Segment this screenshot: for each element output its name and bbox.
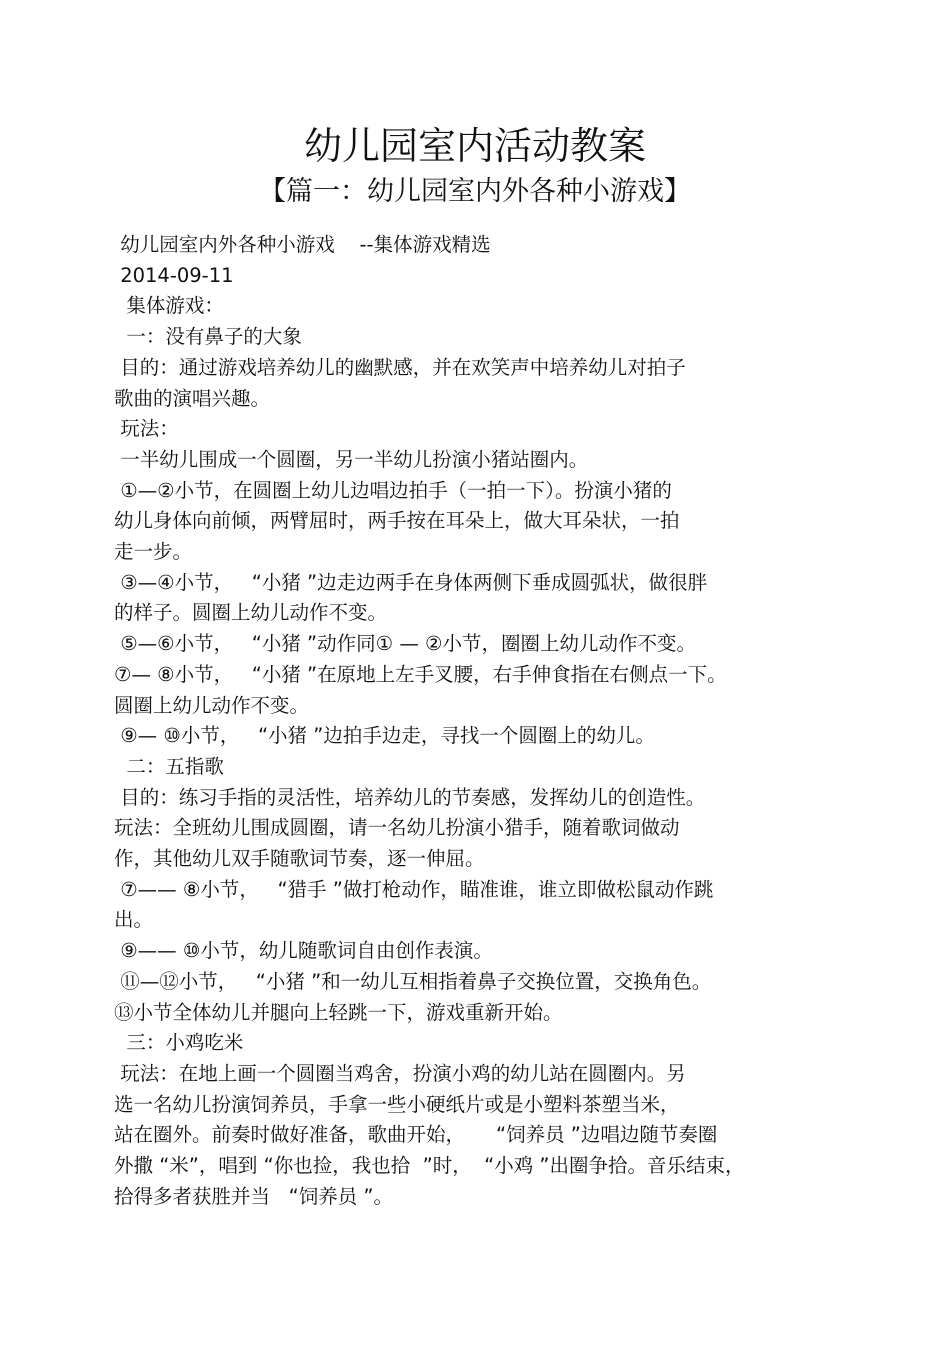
body-line: 目的：练习手指的灵活性，培养幼儿的节奏感，发挥幼儿的创造性。 <box>114 785 706 809</box>
body-line: 的样子。圆圈上幼儿动作不变。 <box>114 601 388 625</box>
body-line: 一：没有鼻子的大象 <box>114 325 302 349</box>
body-line: 2014-09-11 <box>114 263 234 287</box>
document-subtitle: 【篇一：幼儿园室内外各种小游戏】 <box>259 176 691 207</box>
body-line: 走一步。 <box>114 540 193 564</box>
body-line: ⑤—⑥小节， “小猪 ”动作同① — ②小节，圈圈上幼儿动作不变。 <box>114 632 697 656</box>
body-line: 圆圈上幼儿动作不变。 <box>114 693 310 717</box>
body-line: 玩法：全班幼儿围成圆圈，请一名幼儿扮演小猎手，随着歌词做动 <box>114 816 680 840</box>
body-line: 目的：通过游戏培养幼儿的幽默感，并在欢笑声中培养幼儿对拍子 <box>114 355 686 379</box>
body-line: 集体游戏： <box>114 294 224 318</box>
body-line: 玩法： <box>114 417 179 441</box>
body-line: 一半幼儿围成一个圆圈，另一半幼儿扮演小猪站圈内。 <box>114 447 589 471</box>
body-line: ⑨— ⑩小节， “小猪 ”边拍手边走，寻找一个圆圈上的幼儿。 <box>114 724 655 748</box>
body-line: 站在圈外。前奏时做好准备，歌曲开始， “饲养员 ”边唱边随节奏圈 <box>114 1123 718 1147</box>
body-line: ⑦— ⑧小节， “小猪 ”在原地上左手叉腰，右手伸食指在右侧点一下。 <box>114 662 727 686</box>
document-body <box>114 230 834 1213</box>
body-line: 歌曲的演唱兴趣。 <box>114 386 271 410</box>
document-title: 幼儿园室内活动教案 <box>303 124 646 168</box>
body-line: 幼儿身体向前倾，两臂屈时，两手按在耳朵上，做大耳朵状，一拍 <box>114 509 680 533</box>
body-line: ③—④小节， “小猪 ”边走边两手在身体两侧下垂成圆弧状，做很胖 <box>114 570 708 594</box>
body-line: 选一名幼儿扮演饲养员，手拿一些小硬纸片或是小塑料茶塑当米， <box>114 1092 680 1116</box>
body-line: 二：五指歌 <box>114 754 224 778</box>
body-line: ⑨—— ⑩小节，幼儿随歌词自由创作表演。 <box>114 939 493 963</box>
body-line: 出。 <box>114 908 154 932</box>
body-line: 拾得多者获胜并当 “饲养员 ”。 <box>114 1184 393 1208</box>
body-line: ①—②小节，在圆圈上幼儿边唱边拍手（一拍一下）。扮演小猪的 <box>114 478 672 502</box>
body-line: ⑪—⑫小节， “小猪 ”和一幼儿互相指着鼻子交换位置，交换角色。 <box>114 969 712 993</box>
body-line: 幼儿园室内外各种小游戏 --集体游戏精选 <box>114 233 491 256</box>
body-line: ⑬小节全体幼儿并腿向上轻跳一下，游戏重新开始。 <box>114 1000 563 1024</box>
body-line: 三：小鸡吃米 <box>114 1031 244 1055</box>
body-line: ⑦—— ⑧小节， “猎手 ”做打枪动作，瞄准谁，谁立即做松鼠动作跳 <box>114 877 714 901</box>
body-line: 作，其他幼儿双手随歌词节奏，逐一伸屈。 <box>114 847 485 871</box>
body-line: 玩法：在地上画一个圆圈当鸡舍，扮演小鸡的幼儿站在圆圈内。另 <box>114 1061 686 1085</box>
body-line: 外撒 “米”，唱到 “你也捡，我也拾 ”时， “小鸡 ”出圈争拾。音乐结束， <box>114 1154 745 1178</box>
